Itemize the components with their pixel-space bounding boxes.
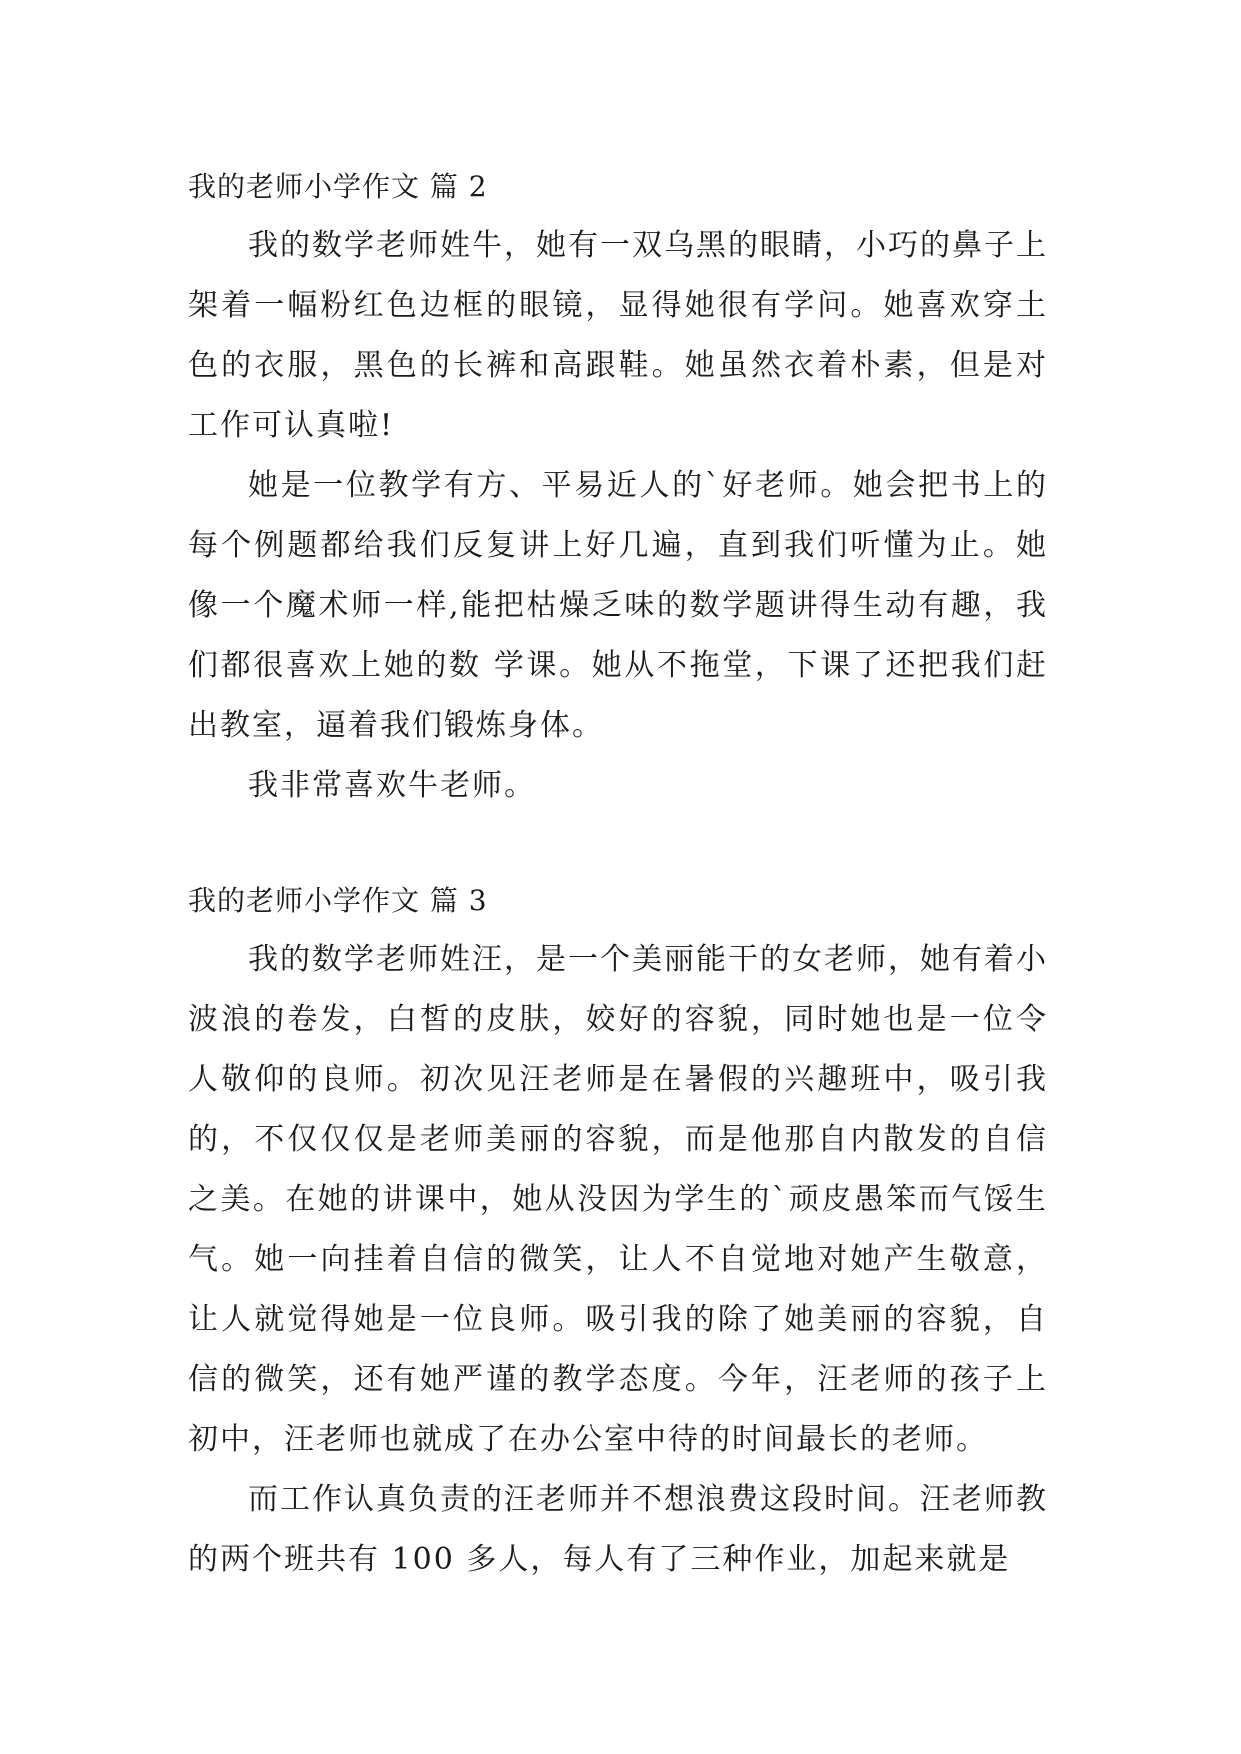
- section-spacer: [188, 816, 1048, 872]
- paragraph: 她是一位教学有方、平易近人的`好老师。她会把书上的每个例题都给我们反复讲上好几遍，直到我们听懂为止。她像一个魔术师一样,能把枯燥乏味的数学题讲得生动有趣，我们都很喜欢上她的数 学课。她从不拖堂，下课了还把我们赶出教室，逼着我们锻炼身体。: [188, 468, 1048, 743]
- text-column: [188, 158, 1048, 1590]
- essay-section-2: [188, 158, 1048, 816]
- paragraph: 我非常喜欢牛老师。: [248, 768, 536, 803]
- paragraph: 我的数学老师姓汪，是一个美丽能干的女老师，她有着小波浪的卷发，白皙的皮肤，姣好的容貌，同时她也是一位令人敬仰的良师。初次见汪老师是在暑假的兴趣班中，吸引我的，不仅仅仅是老师美丽的容貌，而是他那自内散发的自信之美。在她的讲课中，她从没因为学生的`顽皮愚笨而气馁生气。她一向挂着自信的微笑，让人不自觉地对她产生敬意，让人就觉得她是一位良师。吸引我的除了她美丽的容貌，自信的微笑，还有她严谨的教学态度。今年，汪老师的孩子上初中，汪老师也就成了在办公室中待的时间最长的老师。: [188, 942, 1048, 1457]
- paragraph: 而工作认真负责的汪老师并不想浪费这段时间。汪老师教的两个班共有 100 多人，每人有了三种作业，加起来就是: [188, 1482, 1048, 1577]
- paragraph: 我的数学老师姓牛，她有一双乌黑的眼睛，小巧的鼻子上架着一幅粉红色边框的眼镜，显得她很有学问。她喜欢穿土色的衣服，黑色的长裤和高跟鞋。她虽然衣着朴素，但是对工作可认真啦!: [188, 228, 1048, 443]
- section-heading: 我的老师小学作文 篇 2: [188, 170, 488, 203]
- section-heading: 我的老师小学作文 篇 3: [188, 884, 488, 917]
- essay-section-3: [188, 872, 1048, 1590]
